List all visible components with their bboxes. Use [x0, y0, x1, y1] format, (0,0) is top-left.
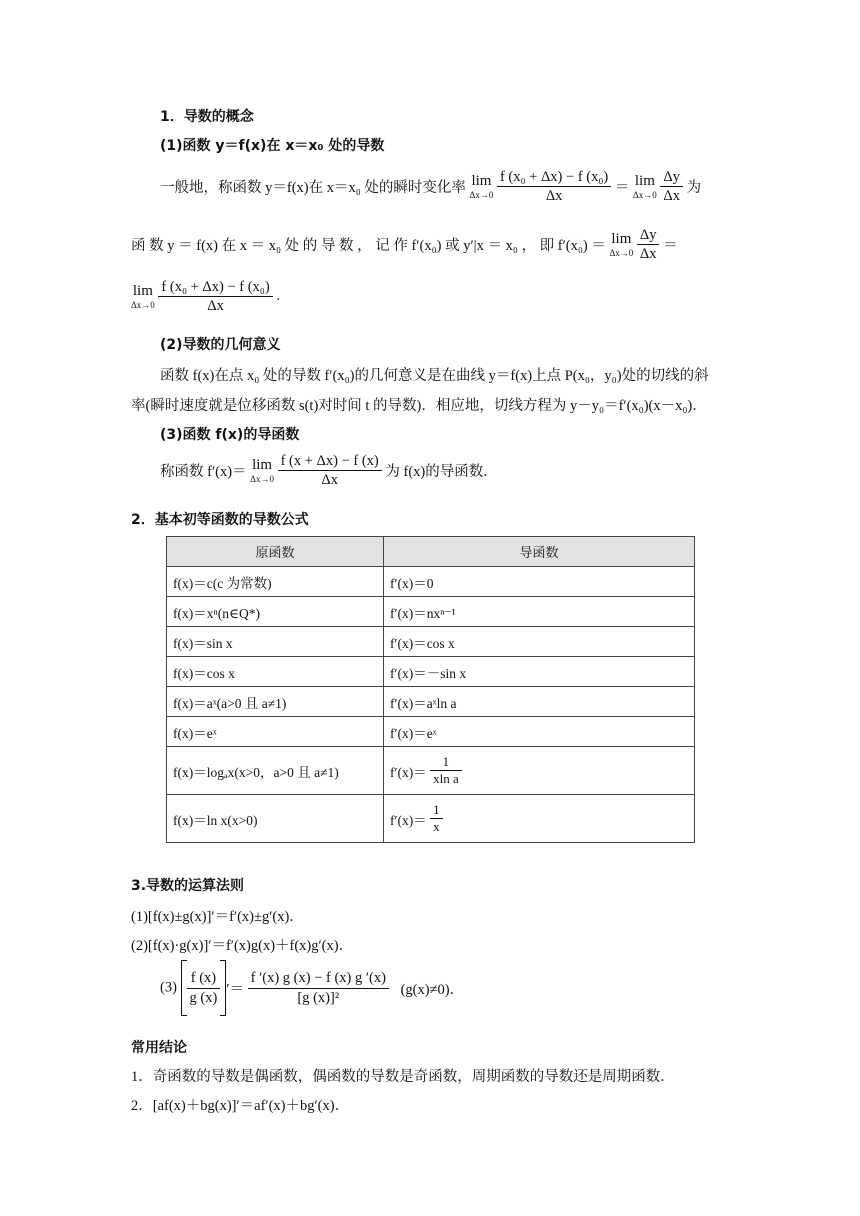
table-cell: f(x)＝cos x — [167, 657, 384, 687]
definition-paragraph-line1 — [160, 168, 701, 205]
rule-2: (2)[f(x)·g(x)]′＝f′(x)g(x)＋f(x)g′(x)． — [131, 938, 354, 954]
section-1-title: 1．导数的概念 — [160, 109, 254, 125]
table-row — [167, 597, 695, 627]
limit-symbol: lim Δx→0 — [469, 172, 494, 200]
difference-quotient: $\frac{\text{f (x₀ + Δx) − f (x₀)}}{\Delta x}$ — [158, 278, 272, 315]
derivative-function-tail: 为 f(x)的导函数． — [385, 464, 498, 481]
table-row — [167, 747, 695, 795]
table-cell: f′(x)＝nxⁿ⁻¹ — [384, 597, 695, 627]
table-row — [167, 567, 695, 597]
definition-lead: 一般地，称函数 y＝f(x)在 x＝x₀ 处的瞬时变化率 — [160, 180, 466, 197]
subsection-3-title: (3)函数 f(x)的导函数 — [160, 427, 300, 443]
subsection-1-title: (1)函数 y＝f(x)在 x＝x₀ 处的导数 — [160, 138, 385, 154]
table-cell: f(x)＝logₐx(x>0，a>0 且 a≠1) — [167, 747, 384, 795]
difference-quotient-x: $\frac{f (x + \Delta x) - f (x)}{\Delta x}$ — [278, 452, 382, 489]
geometric-meaning-line1: 函数 f(x)在点 x₀ 处的导数 f′(x₀)的几何意义是在曲线 y＝f(x)上点 P(x₀，y₀)处的切线的斜 — [160, 368, 709, 384]
table-row — [167, 627, 695, 657]
cell-lead: f′(x)＝ — [390, 764, 427, 780]
table-header-row — [167, 537, 695, 567]
fraction-log: $\frac{1}{\text{xln a}}$ — [430, 754, 462, 788]
table-row — [167, 687, 695, 717]
period: . — [276, 288, 280, 305]
definition-tail: 为 — [686, 180, 702, 197]
table-header: 原函数 — [167, 537, 384, 567]
table-cell: f′(x)＝0 — [384, 567, 695, 597]
table-header: 导函数 — [384, 537, 695, 567]
fraction-ln: $\frac{1}{x}$ — [430, 802, 443, 836]
table-row — [167, 717, 695, 747]
quotient-rule-fraction: $\frac{f '(x) g (x) - f (x) g '(x)}{\text{[g (x)]²}}$ — [248, 969, 389, 1006]
limit-symbol: lim Δx→0 — [250, 456, 274, 484]
table-cell: f(x)＝eˣ — [167, 717, 384, 747]
definition-paragraph-line2 — [131, 226, 678, 263]
section-3-title: 3.导数的运算法则 — [131, 878, 245, 894]
rule-1: (1)[f(x)±g(x)]′＝f′(x)±g′(x)． — [131, 909, 304, 925]
dy-over-dx: $\frac{\Delta y}{\Delta x}$ — [637, 226, 660, 263]
table-cell: f′(x)＝eˣ — [384, 717, 695, 747]
table-cell: f(x)＝c(c 为常数) — [167, 567, 384, 597]
cell-lead: f′(x)＝ — [390, 812, 427, 828]
geometric-meaning-line2: 率(瞬时速度就是位移函数 s(t)对时间 t 的导数)．相应地，切线方程为 y－y₀＝f′(x₀)(x－x₀)． — [131, 398, 707, 414]
conclusions-title: 常用结论 — [131, 1040, 187, 1056]
derivative-formula-table — [166, 536, 695, 843]
rule-3-condition: (g(x)≠0)． — [400, 981, 465, 998]
table-cell: f′(x)＝－sin x — [384, 657, 695, 687]
rule-3-label: (3) — [160, 979, 177, 996]
rule-3 — [160, 960, 464, 1016]
limit-symbol: lim Δx→0 — [131, 282, 155, 310]
prime-equals: ′＝ — [226, 981, 245, 998]
difference-quotient: $\frac{\text{f (x₀ + Δx) − f (x₀)}}{\Delta x}$ — [497, 168, 611, 205]
table-cell: f(x)＝xⁿ(n∈Q*) — [167, 597, 384, 627]
table-cell: f(x)＝sin x — [167, 627, 384, 657]
table-row — [167, 795, 695, 843]
table-cell — [384, 747, 695, 795]
derivative-function-lead: 称函数 f′(x)＝ — [160, 464, 247, 481]
limit-symbol: lim Δx→0 — [609, 230, 634, 258]
conclusion-2: 2．[af(x)＋bg(x)]′＝af′(x)＋bg′(x)． — [131, 1098, 350, 1114]
derivative-function-line — [160, 452, 498, 489]
dy-over-dx: $\frac{\Delta y}{\Delta x}$ — [660, 168, 683, 205]
subsection-2-title: (2)导数的几何意义 — [160, 337, 281, 353]
table-cell: f′(x)＝aˣln a — [384, 687, 695, 717]
equals-sign: ＝ — [614, 180, 630, 197]
table-cell: f′(x)＝cos x — [384, 627, 695, 657]
table-cell — [384, 795, 695, 843]
conclusion-1: 1．奇函数的导数是偶函数，偶函数的导数是奇函数，周期函数的导数还是周期函数． — [131, 1069, 675, 1085]
table-cell: f(x)＝aˣ(a>0 且 a≠1) — [167, 687, 384, 717]
table-row — [167, 657, 695, 687]
table-cell: f(x)＝ln x(x>0) — [167, 795, 384, 843]
definition-paragraph-line3 — [131, 278, 280, 315]
equals-sign: ＝ — [663, 238, 678, 255]
limit-symbol: lim Δx→0 — [632, 172, 657, 200]
quotient-f-over-g: $\frac{f (x)}{g (x)}$ — [187, 969, 221, 1006]
notation-text: 函 数 y ＝ f(x) 在 x ＝ x₀ 处 的 导 数 ， 记 作 f′(x₀) 或 y′|x ＝ x₀ ， 即 f′(x₀) ＝ — [131, 238, 606, 255]
section-2-title: 2．基本初等函数的导数公式 — [131, 512, 309, 528]
